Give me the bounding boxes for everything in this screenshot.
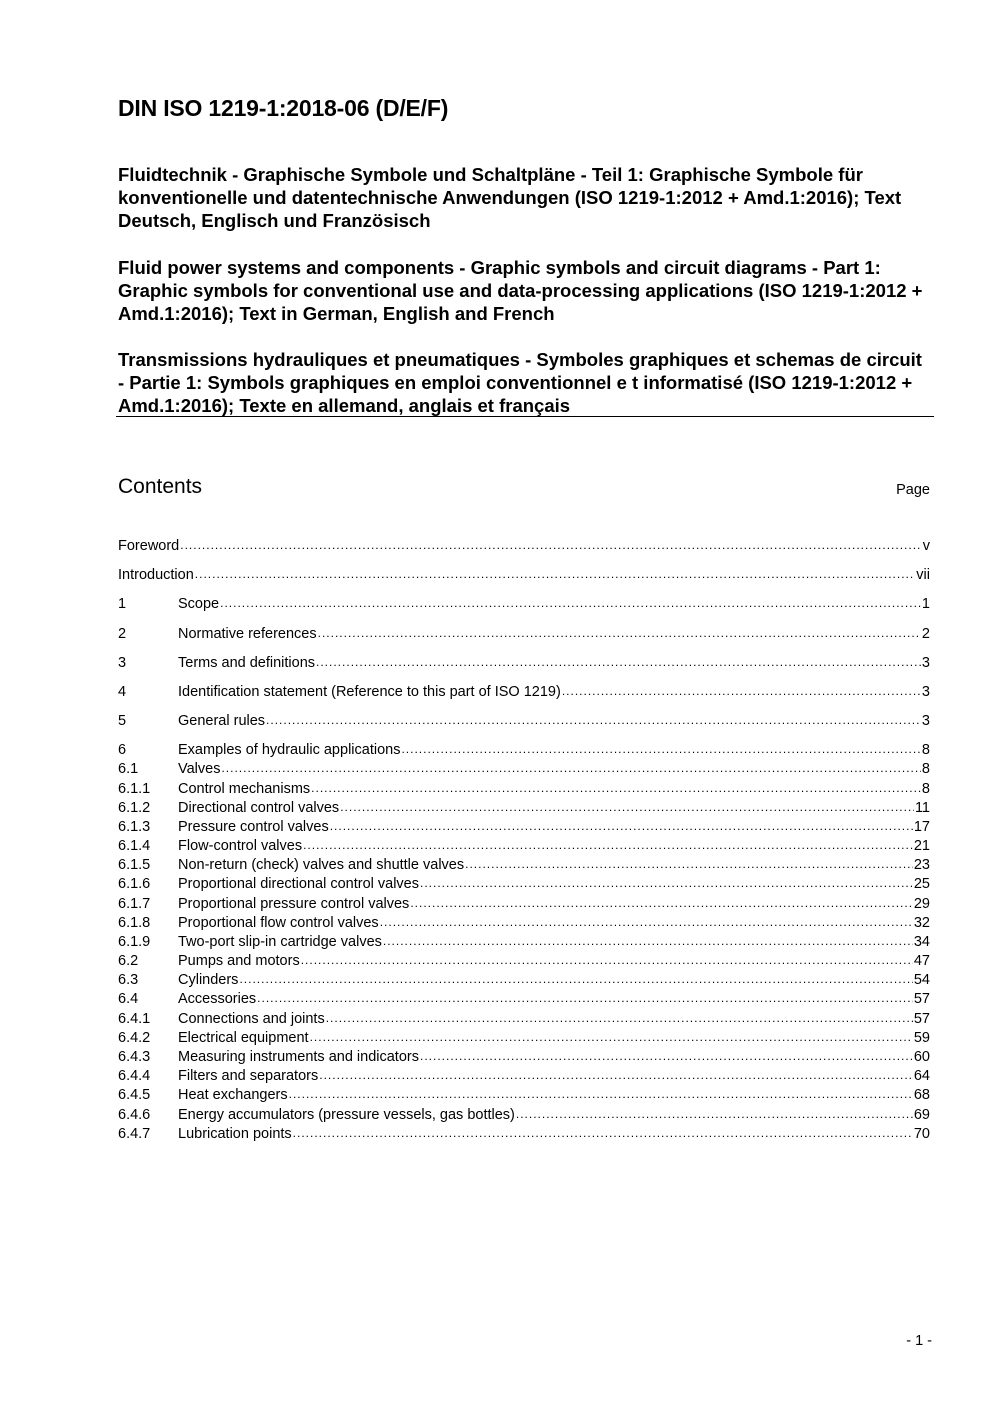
toc-dot-leader xyxy=(221,759,920,777)
toc-dot-leader xyxy=(293,1124,913,1142)
toc-entry-number: 5 xyxy=(118,713,127,729)
toc-entry-page: 8 xyxy=(921,781,930,797)
title-separator-rule xyxy=(116,416,934,417)
toc-entry-page: 60 xyxy=(913,1049,930,1065)
page-column-label: Page xyxy=(896,482,930,498)
toc-dot-leader xyxy=(326,1009,913,1027)
toc-entry-page: 3 xyxy=(921,684,930,700)
toc-entry-number: 3 xyxy=(118,655,127,671)
toc-entry[interactable] xyxy=(118,971,930,989)
toc-entry-number: 6.1.8 xyxy=(118,915,151,931)
toc-entry-page: 8 xyxy=(921,742,930,758)
toc-entry-title: General rules xyxy=(178,713,266,729)
toc-entry[interactable] xyxy=(118,1086,930,1104)
toc-entry-title: Non-return (check) valves and shuttle valves xyxy=(178,857,465,873)
toc-dot-leader xyxy=(239,970,912,988)
toc-entry-number: 6.1 xyxy=(118,761,139,777)
toc-dot-leader xyxy=(319,1066,913,1084)
toc-dot-leader xyxy=(316,653,921,671)
toc-entry-title: Measuring instruments and indicators xyxy=(178,1049,419,1065)
toc-entry-title: Two-port slip-in cartridge valves xyxy=(178,934,382,950)
toc-entry-page: 23 xyxy=(913,857,930,873)
toc-entry-title: Flow-control valves xyxy=(178,838,303,854)
toc-entry-title: Filters and separators xyxy=(178,1068,319,1084)
subtitle-french: Transmissions hydrauliques et pneumatiques - Symboles graphiques et schemas de circuit - Partie 1: Symbols graphiques en emploi conventionnel e t informatisé (ISO 1219-1:2012 + Amd.1:2016); Texte en allemand, anglais et français xyxy=(118,349,922,416)
toc-entry-page: 57 xyxy=(913,991,930,1007)
toc-entry-title: Control mechanisms xyxy=(178,781,311,797)
toc-entry-number: 6.1.1 xyxy=(118,781,151,797)
toc-entry-page: 8 xyxy=(921,761,930,777)
toc-entry-number: 6.4 xyxy=(118,991,139,1007)
toc-entry[interactable] xyxy=(118,1048,930,1066)
toc-entry-title: Electrical equipment xyxy=(178,1030,309,1046)
toc-entry-number: 6.3 xyxy=(118,972,139,988)
toc-entry-number: 6.1.5 xyxy=(118,857,151,873)
toc-entry-number: 6.1.7 xyxy=(118,896,151,912)
toc-entry[interactable] xyxy=(118,654,930,672)
toc-dot-leader xyxy=(257,989,913,1007)
toc-entry-page: 64 xyxy=(913,1068,930,1084)
toc-dot-leader xyxy=(195,565,916,583)
toc-entry-title: Proportional flow control valves xyxy=(178,915,379,931)
toc-entry-title: Introduction xyxy=(118,567,194,583)
toc-dot-leader xyxy=(303,836,913,854)
toc-dot-leader xyxy=(380,913,913,931)
toc-dot-leader xyxy=(180,536,922,554)
toc-dot-leader xyxy=(420,1047,913,1065)
toc-entry[interactable] xyxy=(118,537,930,555)
toc-entry[interactable] xyxy=(118,799,930,817)
toc-entry[interactable] xyxy=(118,875,930,893)
toc-dot-leader xyxy=(289,1085,913,1103)
toc-dot-leader xyxy=(301,951,913,969)
toc-entry[interactable] xyxy=(118,895,930,913)
toc-entry-page: 3 xyxy=(921,655,930,671)
toc-dot-leader xyxy=(516,1105,913,1123)
toc-dot-leader xyxy=(310,1028,913,1046)
toc-dot-leader xyxy=(410,894,913,912)
toc-entry-number: 6 xyxy=(118,742,127,758)
toc-dot-leader xyxy=(220,594,921,612)
toc-entry-title: Scope xyxy=(178,596,220,612)
toc-entry-title: Normative references xyxy=(178,626,317,642)
toc-entry-title: Lubrication points xyxy=(178,1126,292,1142)
toc-entry[interactable] xyxy=(118,933,930,951)
toc-entry-page: 68 xyxy=(913,1087,930,1103)
toc-entry-page: 70 xyxy=(913,1126,930,1142)
toc-entry-number: 6.1.9 xyxy=(118,934,151,950)
toc-entry-title: Cylinders xyxy=(178,972,239,988)
toc-entry-page: 69 xyxy=(913,1107,930,1123)
toc-entry-number: 6.4.7 xyxy=(118,1126,151,1142)
toc-entry-title: Foreword xyxy=(118,538,180,554)
toc-entry-page: 54 xyxy=(913,972,930,988)
toc-entry-page: 21 xyxy=(913,838,930,854)
toc-entry-title: Proportional directional control valves xyxy=(178,876,419,892)
toc-entry-page: 32 xyxy=(913,915,930,931)
toc-entry-title: Connections and joints xyxy=(178,1011,325,1027)
toc-entry-page: v xyxy=(922,538,930,554)
toc-entry-number: 6.4.3 xyxy=(118,1049,151,1065)
toc-dot-leader xyxy=(311,779,921,797)
toc-entry[interactable] xyxy=(118,1106,930,1124)
page-number: - 1 - xyxy=(906,1333,932,1349)
toc-entry-page: 59 xyxy=(913,1030,930,1046)
toc-entry[interactable] xyxy=(118,1067,930,1085)
toc-entry-title: Heat exchangers xyxy=(178,1087,288,1103)
toc-entry-page: 1 xyxy=(921,596,930,612)
subtitle-german: Fluidtechnik - Graphische Symbole und Schaltpläne - Teil 1: Graphische Symbole für konventionelle und datentechnische Anwendungen (ISO 1219-1:2012 + Amd.1:2016); Text Deutsch, Englisch und Französisch xyxy=(118,164,902,231)
toc-entry-title: Pressure control valves xyxy=(178,819,329,835)
toc-entry[interactable] xyxy=(118,741,930,759)
toc-entry-page: 11 xyxy=(914,800,930,816)
toc-entry-note: (Reference to this part of ISO 1219) xyxy=(331,684,561,700)
toc-entry[interactable] xyxy=(118,683,930,701)
toc-entry[interactable] xyxy=(118,566,930,584)
toc-entry-page: 2 xyxy=(921,626,930,642)
toc-entry-page: vii xyxy=(916,567,930,583)
toc-entry-page: 17 xyxy=(913,819,930,835)
toc-entry-page: 3 xyxy=(921,713,930,729)
toc-entry[interactable] xyxy=(118,856,930,874)
toc-entry[interactable] xyxy=(118,818,930,836)
toc-entry-title: Accessories xyxy=(178,991,257,1007)
toc-entry-page: 29 xyxy=(913,896,930,912)
toc-entry-number: 6.1.3 xyxy=(118,819,151,835)
toc-dot-leader xyxy=(401,740,920,758)
toc-entry-number: 2 xyxy=(118,626,127,642)
document-title: DIN ISO 1219-1:2018-06 (D/E/F) xyxy=(118,95,449,121)
toc-entry[interactable] xyxy=(118,914,930,932)
toc-entry[interactable] xyxy=(118,625,930,643)
toc-entry[interactable] xyxy=(118,990,930,1008)
toc-entry-page: 57 xyxy=(913,1011,930,1027)
toc-entry-number: 6.4.5 xyxy=(118,1087,151,1103)
toc-dot-leader xyxy=(420,874,913,892)
toc-entry[interactable] xyxy=(118,1010,930,1028)
toc-entry-number: 6.4.1 xyxy=(118,1011,151,1027)
toc-entry-number: 6.1.6 xyxy=(118,876,151,892)
toc-entry-title: Energy accumulators (pressure vessels, gas bottles) xyxy=(178,1107,515,1123)
toc-entry[interactable] xyxy=(118,952,930,970)
toc-entry[interactable] xyxy=(118,837,930,855)
toc-entry[interactable] xyxy=(118,712,930,730)
toc-entry-title: Directional control valves xyxy=(178,800,340,816)
toc-entry-title: Pumps and motors xyxy=(178,953,300,969)
toc-dot-leader xyxy=(383,932,913,950)
toc-entry-number: 6.2 xyxy=(118,953,139,969)
toc-entry[interactable] xyxy=(118,1125,930,1143)
toc-entry-number: 6.4.4 xyxy=(118,1068,151,1084)
toc-dot-leader xyxy=(340,798,914,816)
toc-entry-page: 25 xyxy=(913,876,930,892)
toc-entry-number: 4 xyxy=(118,684,127,700)
toc-entry-title: Identification statement xyxy=(178,684,328,700)
toc-entry-page: 47 xyxy=(913,953,930,969)
toc-entry[interactable] xyxy=(118,780,930,798)
toc-dot-leader xyxy=(266,711,921,729)
toc-entry-page: 34 xyxy=(913,934,930,950)
contents-heading: Contents xyxy=(118,475,203,498)
subtitle-english: Fluid power systems and components - Graphic symbols and circuit diagrams - Part 1: Graphic symbols for conventional use and data-processing applications (ISO 1219-1:2012 + Amd.1:2016); Text in German, English and French xyxy=(118,257,923,324)
toc-entry-number: 1 xyxy=(118,596,127,612)
toc-entry-number: 6.4.2 xyxy=(118,1030,151,1046)
toc-entry-title: Valves xyxy=(178,761,221,777)
toc-dot-leader xyxy=(465,855,913,873)
toc-entry-number: 6.1.2 xyxy=(118,800,151,816)
toc-entry-number: 6.1.4 xyxy=(118,838,151,854)
toc-entry-title: Terms and definitions xyxy=(178,655,316,671)
toc-entry-title: Proportional pressure control valves xyxy=(178,896,410,912)
toc-dot-leader xyxy=(318,624,921,642)
toc-dot-leader xyxy=(330,817,913,835)
toc-entry-number: 6.4.6 xyxy=(118,1107,151,1123)
toc-entry[interactable] xyxy=(118,760,930,778)
toc-entry[interactable] xyxy=(118,1029,930,1047)
toc-entry[interactable] xyxy=(118,595,930,613)
toc-entry-title: Examples of hydraulic applications xyxy=(178,742,401,758)
toc-dot-leader xyxy=(562,682,921,700)
